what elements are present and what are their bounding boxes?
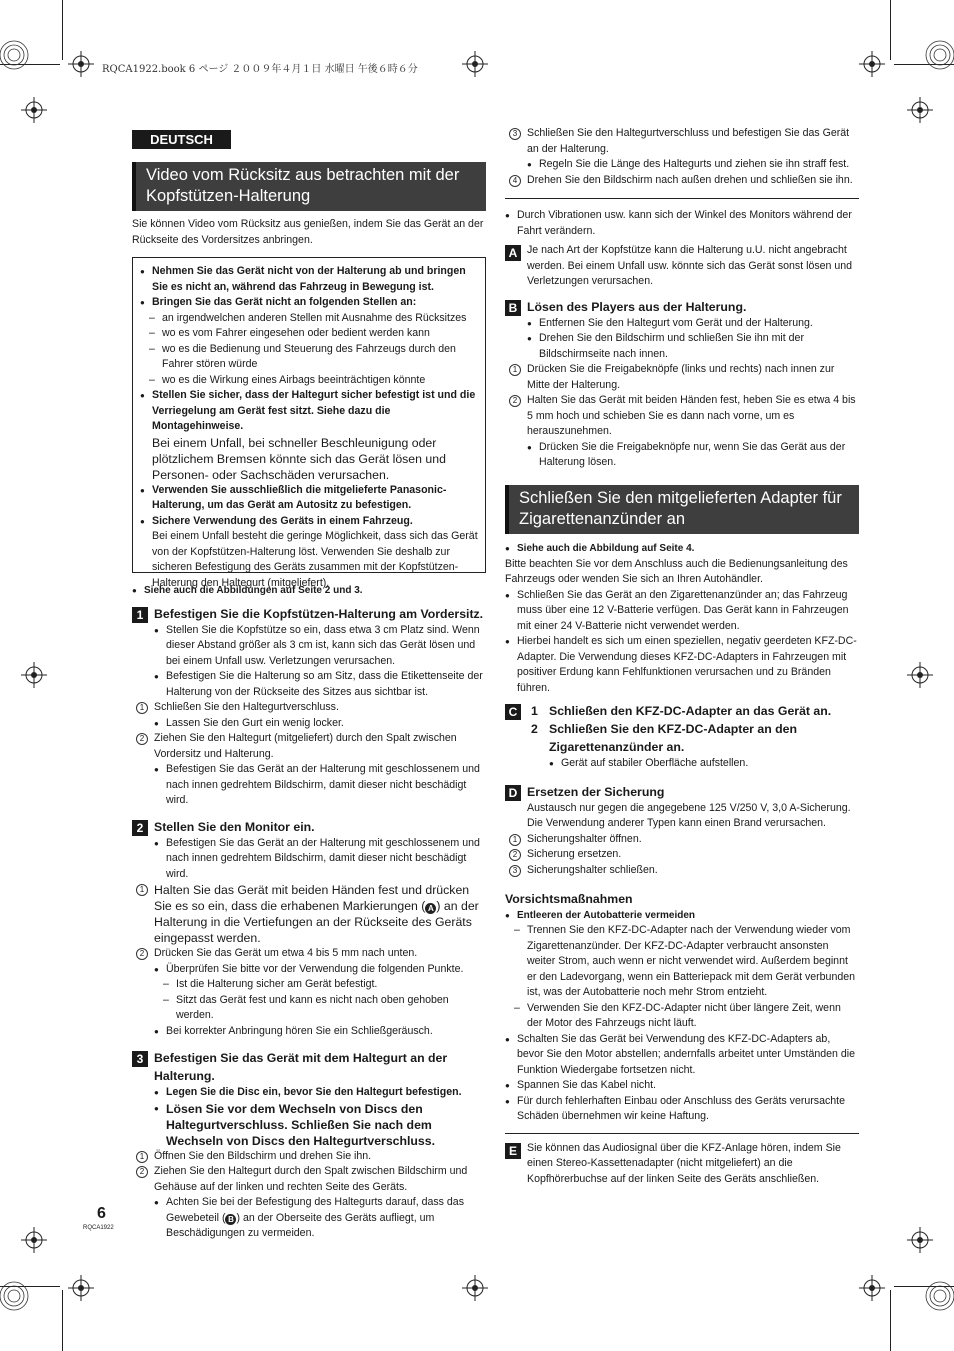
section-c-step-1-number: 1 <box>531 704 538 718</box>
print-header-line: RQCA1922.book 6 ページ ２００９年４月１日 水曜日 午後６時６分 <box>102 64 418 75</box>
section-b-heading <box>505 298 859 316</box>
step-2-substep-1-text-a: Halten Sie das Gerät mit beiden Händen fest und drücken Sie es so ein, dass die erhabenen Markierungen ( <box>154 883 470 913</box>
step-3-substep-4 <box>505 173 859 189</box>
step-3-bullet-text-b: ) an der Oberseite des Geräts aufliegt, um Beschädigungen zu vermeiden. <box>166 1211 435 1239</box>
section-b-substep-2 <box>505 393 859 440</box>
circled-number-3: 3 <box>509 865 521 877</box>
step-2-title: Stellen Sie den Monitor ein. <box>154 819 315 834</box>
label-e-box: E <box>505 1143 521 1159</box>
warning-bullet-4: ● Verwenden Sie ausschließlich die mitgelieferte Panasonic-Halterung, um das Gerät am Autositz zu befestigen. <box>140 483 479 514</box>
step-2-check-1: – Ist die Halterung sicher am Gerät befestigt. <box>154 977 486 993</box>
page-code: RQCA1922 <box>83 1225 114 1231</box>
step-3-substep-2 <box>132 1164 486 1195</box>
step-3-substep-3 <box>505 126 859 157</box>
divider <box>505 1133 859 1134</box>
section-d-heading <box>505 783 859 801</box>
step-1-heading <box>132 605 486 623</box>
section-c <box>505 702 859 772</box>
step-1-substep-2-text: Ziehen Sie den Haltegurt (mitgeliefert) durch den Spalt zwischen Vordersitz und Halterung. <box>154 732 457 760</box>
step-3-substep-1-text: Öffnen Sie den Bildschirm und drehen Sie ihn. <box>154 1149 372 1162</box>
section-title-accent <box>132 162 136 211</box>
page-number: 6 <box>97 1205 106 1222</box>
note-a <box>505 243 859 290</box>
step-3-number: 3 <box>132 1051 148 1067</box>
step-3-bullet-2: ● Lösen Sie vor dem Wechseln von Discs den Haltegurtverschluss. Schließen Sie nach dem Wechseln von Discs den Haltegurtverschluss. <box>154 1101 486 1149</box>
step-3-substep-4-text: Drehen Sie den Bildschirm nach außen drehen und schließen sie ihn. <box>527 173 853 186</box>
s2-see-also: ● Siehe auch die Abbildung auf Seite 4. <box>505 541 859 557</box>
warning-dash-1: – an irgendwelchen anderen Stellen mit Ausnahme des Rücksitzes <box>140 311 479 327</box>
step-3-substep-1 <box>132 1149 486 1165</box>
warning-bullet-3: ● Stellen Sie sicher, dass der Haltegurt sicher befestigt ist und die Verriegelung am Gerät fest sitzt. Siehe dazu die Montagehinweise. <box>140 388 479 435</box>
precautions-heading: Vorsichtsmaßnahmen <box>505 892 633 906</box>
circled-number-1: 1 <box>136 1151 148 1163</box>
step-3-substep-3-text: Schließen Sie den Haltegurtverschluss und befestigen Sie das Gerät an der Halterung. <box>527 127 850 155</box>
right-column-lower <box>505 541 859 1187</box>
section-c-bullet: ● Gerät auf stabiler Oberfläche aufstellen. <box>549 756 859 772</box>
warning-box <box>132 257 486 589</box>
section-title-headrest <box>132 162 486 211</box>
s2-bullet-1: ● Schließen Sie das Gerät an den Zigarettenanzünder an; das Fahrzeug muss über eine 12 V-Batterie verfügen. Das Gerät kann in Fahrzeugen mit einer 24 V-Batterie nicht verwendet werden. <box>505 588 859 635</box>
circled-number-2: 2 <box>136 1166 148 1178</box>
step-2-substep-1-text-b: ) an der Halterung in die Vertiefungen an der Rückseite des Geräts eingepasst werden. <box>154 899 479 945</box>
precautions-dash-1: – Trennen Sie den KFZ-DC-Adapter nach der Verwendung wieder vom Zigarettenanzünder. Der KFZ-DC-Adapter verbraucht ansonsten weiter Strom, auch wenn er nicht verwendet wird. Außerdem beginnt er den Ladevorgang, wenn ein Batteriepack mit dem Gerät verbunden ist, was der Autobatterie noch mehr Strom entzieht. <box>505 923 859 1001</box>
s2-bullet-2: ● Hierbei handelt es sich um einen speziellen, negativ geerdeten KFZ-DC-Adapter. Die Verwendung dieses KFZ-DC-Adapters in Fahrzeugen mit positiver Erdung kann Fehlfunktionen verursachen und zu Bränden führen. <box>505 634 859 696</box>
step-1-bullet-2: ● Befestigen Sie die Halterung so am Sitz, dass die Etikettenseite der Halterung von der Rückseite des Sitzes aus sichtbar ist. <box>154 669 486 700</box>
step-2-substep-2-text: Drücken Sie das Gerät um etwa 4 bis 5 mm nach unten. <box>154 947 418 959</box>
step-1-substep-1 <box>132 700 486 716</box>
section-d-substep-2 <box>505 847 859 863</box>
step-3-substep-2-text: Ziehen Sie den Haltegurt durch den Spalt zwischen Bildschirm und Gehäuse auf der linken und rechten Seite des Geräts. <box>154 1165 468 1193</box>
section-d-substep-1 <box>505 832 859 848</box>
precautions-bullet-1: ● Entleeren der Autobatterie vermeiden <box>505 908 859 924</box>
precautions-bullet-3: ● Spannen Sie das Kabel nicht. <box>505 1078 859 1094</box>
circled-number-1: 1 <box>509 364 521 376</box>
step-1-title: Befestigen Sie die Kopfstützen-Halterung am Vordersitz. <box>154 606 484 621</box>
step-3-heading <box>132 1049 486 1085</box>
step-3-bullet-1: ● Legen Sie die Disc ein, bevor Sie den Haltegurt befestigen. <box>154 1085 486 1101</box>
section-c-step-1 <box>505 702 859 720</box>
step-3-substep-3-bullet: ● Regeln Sie die Länge des Haltegurts und ziehen sie ihn straff fest. <box>527 157 859 173</box>
step-3-substep-2-bullet <box>154 1195 486 1242</box>
warning-dash-2: – wo es vom Fahrer eingesehen oder bedient werden kann <box>140 326 479 342</box>
warning-dash-3: – wo es die Bedienung und Steuerung des Fahrzeugs durch den Fahrer stören würde <box>140 342 479 373</box>
warning-bullet-1: ● Nehmen Sie das Gerät nicht von der Halterung ab und bringen Sie es nicht an, während das Fahrzeug in Bewegung ist. <box>140 264 479 295</box>
step-2-check-2: – Sitzt das Gerät fest und kann es nicht nach oben gehoben werden. <box>154 993 486 1024</box>
section-b-title: Lösen des Players aus der Halterung. <box>527 299 747 314</box>
circled-number-2: 2 <box>136 733 148 745</box>
step-3-title: Befestigen Sie das Gerät mit dem Haltegurt an der Halterung. <box>154 1051 448 1083</box>
section-c-step-1-text: Schließen den KFZ-DC-Adapter an das Gerät an. <box>549 704 832 718</box>
section-b-bullet-2: ● Drehen Sie den Bildschirm und schließen Sie ihn mit der Bildschirmseite nach innen. <box>527 331 859 362</box>
section-b-substep-1 <box>505 362 859 393</box>
section-title-text: Video vom Rücksitz aus betrachten mit der Kopfstützen-Halterung <box>146 166 460 205</box>
precautions-dash-2: – Verwenden Sie den KFZ-DC-Adapter nicht über längere Zeit, wenn der Motor des Fahrzeugs nicht läuft. <box>505 1001 859 1032</box>
step-1-substep-2-bullet: ● Befestigen Sie das Gerät an der Halterung mit geschlossenem und nach innen gedrehtem Bildschirm, damit dieser nicht beschädigt wird. <box>154 762 486 809</box>
label-a-box: A <box>505 245 521 261</box>
left-column <box>132 217 486 1242</box>
right-column <box>505 126 859 471</box>
warning-bullet-2: ● Bringen Sie das Gerät nicht an folgenden Stellen an: <box>140 295 479 311</box>
section-b-substep-2-text: Halten Sie das Gerät mit beiden Händen fest, heben Sie es etwa 4 bis 5 mm hoch und schieben Sie es dann nach vorne, um es herauszunehmen. <box>527 394 856 437</box>
step-1-substep-1-bullet: ● Lassen Sie den Gurt ein wenig locker. <box>154 716 486 732</box>
circled-number-2: 2 <box>509 395 521 407</box>
step-2-substep-2-bullet-2: ● Bei korrekter Anbringung hören Sie ein Schließgeräusch. <box>154 1024 486 1040</box>
circled-number-1: 1 <box>136 702 148 714</box>
section-c-step-2-text: Schließen Sie den KFZ-DC-Adapter an den Zigarettenanzünder an. <box>549 722 798 754</box>
circled-number-2: 2 <box>136 948 148 960</box>
step-3-bullet-text-a: Achten Sie bei der Befestigung des Haltegurts darauf, dass das Gewebeteil ( <box>166 1196 464 1224</box>
section-c-step-2 <box>505 720 859 756</box>
section-title-text: Schließen Sie den mitgelieferten Adapter für Zigarettenanzünder an <box>519 489 842 528</box>
see-also-note: ● Siehe auch die Abbildungen auf Seite 2 und 3. <box>132 583 486 599</box>
section-title-accent <box>505 485 509 534</box>
step-2-heading <box>132 818 486 836</box>
marker-b-icon: B <box>225 1214 236 1225</box>
language-badge: DEUTSCH <box>132 130 231 149</box>
circled-number-4: 4 <box>509 175 521 187</box>
step-2-substep-2-bullet: ● Überprüfen Sie bitte vor der Verwendung die folgenden Punkte. <box>154 962 486 978</box>
section-b-bullet-1: ● Entfernen Sie den Haltegurt vom Gerät und der Halterung. <box>527 316 859 332</box>
intro-text: Sie können Video vom Rücksitz aus genießen, indem Sie das Gerät an der Rückseite des Vordersitzes anbringen. <box>132 218 484 246</box>
section-title-cigarette-adapter <box>505 485 859 534</box>
section-d-substep-3 <box>505 863 859 879</box>
section-d-substep-3-text: Sicherungshalter schließen. <box>527 863 658 876</box>
label-d-box: D <box>505 785 521 801</box>
section-d-text: Austausch nur gegen die angegebene 125 V/250 V, 3,0 A-Sicherung. Die Verwendung anderer Typen kann einen Brand verursachen. <box>527 801 851 829</box>
step-1-substep-2 <box>132 731 486 762</box>
step-1-substep-1-text: Schließen Sie den Haltegurtverschluss. <box>154 701 339 713</box>
section-b-substep-2-bullet: ● Drücken Sie die Freigabeknöpfe nur, wenn Sie das Gerät aus der Halterung lösen. <box>527 440 859 471</box>
warning-bullet-5: ● Sichere Verwendung des Geräts in einem Fahrzeug. <box>140 514 479 530</box>
label-b-box: B <box>505 300 521 316</box>
warning-bullet-3-text: Bei einem Unfall, bei schneller Beschleunigung oder plötzlichem Bremsen könnte sich das Gerät lösen und Personen- oder Sachschäden verursachen. <box>152 435 446 482</box>
note-e <box>505 1141 859 1188</box>
section-c-step-2-number: 2 <box>531 722 538 736</box>
warning-bullet-5-text: Bei einem Unfall besteht die geringe Möglichkeit, dass sich das Gerät von der Kopfstützen-Halterung löst. Verwenden Sie deshalb zur sicheren Befestigung des Geräts zusammen mit der Kopfstützen-Halterung den Haltegurt (mitgeliefert). <box>152 530 478 589</box>
precautions-bullet-2: ● Schalten Sie das Gerät bei Verwendung des KFZ-DC-Adapters ab, bevor Sie den Motor abstellen; andernfalls arbeitet unter Umständen die Funktion Wiedergabe fortsetzen nicht. <box>505 1032 859 1079</box>
note-e-text: Sie können das Audiosignal über die KFZ-Anlage hören, indem Sie einen Stereo-Kassettenadapter (nicht mitgeliefert) an die Kopfhörerbuchse auf der linken Seite des Geräts anschließen. <box>527 1141 841 1185</box>
step-2-number: 2 <box>132 820 148 836</box>
vibration-note: ● Durch Vibrationen usw. kann sich der Winkel des Monitors während der Fahrt verändern. <box>505 208 859 239</box>
circled-number-1: 1 <box>509 834 521 846</box>
circled-number-1: 1 <box>136 884 148 896</box>
step-1-bullet-1: ● Stellen Sie die Kopfstütze so ein, dass etwa 3 cm Platz sind. Wenn dieser Abstand größer als 3 cm ist, kann sich das Gerät lösen und bei einem Unfall usw. Verletzungen verursachen. <box>154 623 486 670</box>
marker-a-icon: A <box>425 903 436 914</box>
section-d-title: Ersetzen der Sicherung <box>527 784 665 799</box>
step-2-bullet-1: ● Befestigen Sie das Gerät an der Halterung mit geschlossenem und nach innen gedrehtem Bildschirm, damit dieser nicht beschädigt wird. <box>154 836 486 883</box>
step-1-body <box>132 623 486 701</box>
step-2-substep-2 <box>132 946 486 962</box>
section-d-substep-2-text: Sicherung ersetzen. <box>527 848 622 860</box>
step-1-number: 1 <box>132 607 148 623</box>
section-b-substep-1-text: Drücken Sie die Freigabeknöpfe (links und rechts) nach innen zur Mitte der Halterung. <box>527 363 835 391</box>
section-d-substep-1-text: Sicherungshalter öffnen. <box>527 832 642 845</box>
label-c-box: C <box>505 704 521 720</box>
precautions-bullet-4: ● Für durch fehlerhaften Einbau oder Anschluss des Geräts verursachte Schäden übernehmen wir keine Haftung. <box>505 1094 859 1125</box>
step-2-substep-1 <box>132 882 486 946</box>
divider <box>505 198 859 199</box>
s2-intro: Bitte beachten Sie vor dem Anschluss auch die Bedienungsanleitung des Fahrzeugs oder wenden Sie sich an Ihren Autohändler. <box>505 557 848 585</box>
circled-number-2: 2 <box>509 849 521 861</box>
circled-number-3: 3 <box>509 128 521 140</box>
note-a-text: Je nach Art der Kopfstütze kann die Halterung u.U. nicht angebracht werden. Bei einem Unfall usw. könnte sich das Gerät sonst lösen und Verletzungen verursachen. <box>527 244 853 287</box>
warning-dash-4: – wo es die Wirkung eines Airbags beeinträchtigen könnte <box>140 373 479 389</box>
